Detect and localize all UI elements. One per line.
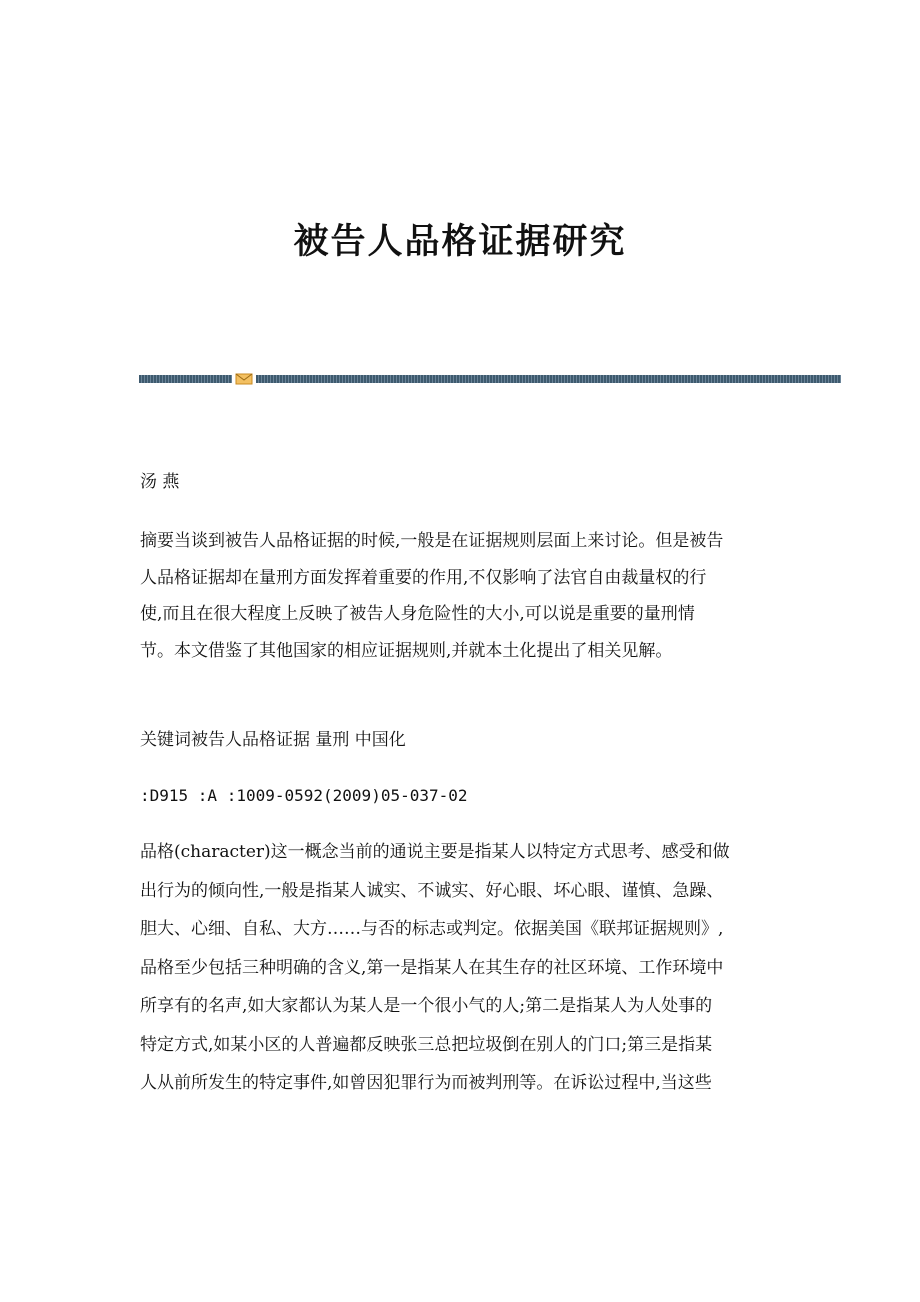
body-line: 特定方式,如某小区的人普遍都反映张三总把垃圾倒在别人的门口;第三是指某 [140,1034,713,1055]
body-paragraph [140,833,782,1103]
keywords-line: 关键词被告人品格证据 量刑 中国化 [140,730,406,750]
author-name: 汤 燕 [140,472,180,492]
abstract-line: 摘要当谈到被告人品格证据的时候,一般是在证据规则层面上来讨论。但是被告 [140,531,724,551]
title-divider [139,374,841,384]
document-title: 被告人品格证据研究 [293,221,627,262]
body-line: 所享有的名声,如大家都认为某人是一个很小气的人;第二是指某人为人处事的 [140,996,713,1016]
body-line: 胆大、心细、自私、大方……与否的标志或判定。依据美国《联邦证据规则》, [140,919,724,939]
abstract-line: 使,而且在很大程度上反映了被告人身危险性的大小,可以说是重要的量刑情 [140,604,695,625]
body-line: 人从前所发生的特定事件,如曾因犯罪行为而被判刑等。在诉讼过程中,当这些 [140,1073,712,1093]
abstract-line: 人品格证据却在量刑方面发挥着重要的作用,不仅影响了法官自由裁量权的行 [140,567,707,588]
body-line: 品格(character)这一概念当前的通说主要是指某人以特定方式思考、感受和做 [140,842,730,862]
classification-line: :D915 :A :1009-0592(2009)05-037-02 [140,786,468,805]
body-line: 品格至少包括三种明确的含义,第一是指某人在其生存的社区环境、工作环境中 [140,957,724,978]
abstract-paragraph [140,523,782,670]
body-line: 出行为的倾向性,一般是指某人诚实、不诚实、好心眼、坏心眼、谨慎、急躁、 [140,880,724,901]
envelope-ornament-icon [235,373,253,385]
abstract-line: 节。本文借鉴了其他国家的相应证据规则,并就本土化提出了相关见解。 [140,641,673,662]
divider-bar-left [139,375,232,383]
divider-bar-right [256,375,841,383]
